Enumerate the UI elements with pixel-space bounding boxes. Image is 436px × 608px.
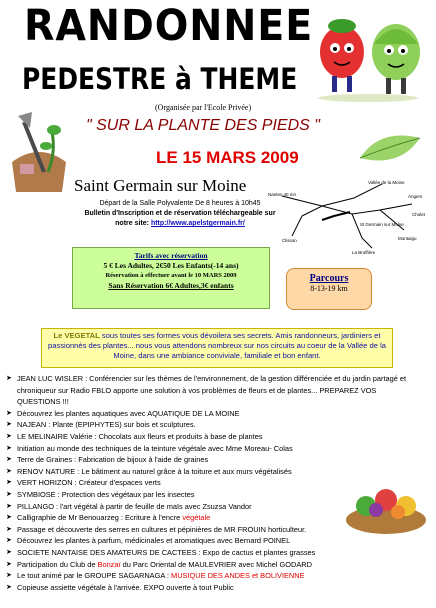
- activity-text: Découvrez les plantes à parfum, médicinales et aromatiques avec Bernard POINEL: [17, 536, 291, 546]
- activity-item: [3, 524, 403, 536]
- vegetal-lead: Le VEGETAL: [53, 331, 100, 340]
- gardening-tools-illustration: [4, 102, 74, 198]
- map-label: La Bruffière: [352, 250, 376, 255]
- tarifs-line: Réservation à effectuer avant le 10 MARS 2009: [105, 272, 237, 279]
- tarifs-heading: Tarifs avec réservation: [134, 251, 208, 260]
- arrow-bullet-icon: ➤: [6, 375, 12, 382]
- arrow-bullet-icon: ➤: [6, 502, 12, 510]
- activity-item: [3, 489, 403, 501]
- departure-text: Départ de la Salle Polyvalente De 8 heures à 10h45: [99, 200, 261, 207]
- activity-item: [3, 501, 403, 513]
- tarifs-box: [72, 247, 270, 309]
- activity-highlight: MUSIQUE DES ANDES et BOLIVIENNE: [171, 571, 305, 581]
- event-place: Saint Germain sur Moine: [74, 176, 247, 195]
- activity-text: Copieuse assiette végétale à l'arrivée. EXPO ouverte à tout Public: [17, 582, 234, 592]
- activity-highlight: végétale: [182, 513, 211, 523]
- activity-item: [3, 431, 403, 443]
- arrow-bullet-icon: ➤: [6, 432, 12, 440]
- activity-item: [3, 466, 403, 478]
- map-label: Montaigu: [398, 236, 417, 241]
- activities-list: [3, 373, 407, 593]
- arrow-bullet-icon: ➤: [6, 583, 12, 591]
- activity-text-after: du Parc Oriental de MAULEVRIER avec Michel GODARD: [120, 559, 312, 569]
- arrow-bullet-icon: ➤: [6, 548, 12, 556]
- arrow-bullet-icon: ➤: [6, 467, 12, 475]
- activity-text: Passage et découverte des serres en cultures et pépinières de MR FROUIN horticulteur.: [17, 524, 307, 534]
- activity-text: SOCIETE NANTAISE DES AMATEURS DE CACTEES : Expo de cactus et plantes grasses: [17, 547, 316, 557]
- arrow-bullet-icon: ➤: [6, 560, 12, 568]
- arrow-bullet-icon: ➤: [6, 572, 12, 580]
- tarifs-line: 5 € Les Adultes, 2€50 Les Enfants(-14 ans): [103, 261, 239, 270]
- map-label: St Germain sur Moine: [360, 222, 404, 227]
- activity-item: [3, 454, 403, 466]
- activity-text: NAJEAN : Plante (EPIPHYTES) sur bois et sculptures.: [17, 420, 196, 430]
- map-label: Clisson: [282, 238, 297, 243]
- map-label: Cholet: [412, 212, 426, 217]
- vegetal-text: sous toutes ses formes vous dévoilera ses secrets. Amis randonneurs, jardiniers et passionnés des plantes... nous vous attendons nombreux sur nos circuits au coeur de la Vallée de la Moine, dans une ambiance conviviale, familiale et bon enfant.: [48, 331, 386, 360]
- activity-text: Calligraphie de Mr Benouarzeg : Ecriture à l'encre: [17, 513, 183, 523]
- activity-text: VERT HORIZON : Créateur d'espaces verts: [17, 478, 161, 488]
- event-info: [80, 199, 280, 229]
- arrow-bullet-icon: ➤: [6, 456, 12, 464]
- activity-item: [3, 373, 415, 408]
- event-theme: " SUR LA PLANTE DES PIEDS ": [86, 117, 320, 134]
- vegetable-characters-illustration: [304, 4, 434, 104]
- map-label: Angers: [408, 194, 423, 199]
- parcours-box: [286, 268, 372, 310]
- activity-highlight: Bonzaï: [97, 559, 121, 569]
- activity-item: [3, 570, 403, 582]
- activity-text: PILLANGO : l'art végétal à partir de feuille de maïs avec Zsuzsa Vandor: [17, 501, 252, 511]
- location-map: [262, 176, 434, 262]
- activity-item: [3, 535, 403, 547]
- activity-item: [3, 559, 403, 571]
- event-date: LE 15 MARS 2009: [156, 148, 299, 167]
- activity-text: RENOV NATURE : Le bâtiment au naturel grâce à la toiture et aux murs végétalisés: [17, 466, 292, 476]
- activity-text: Découvrez les plantes aquatiques avec AQUATIQUE DE LA MOINE: [17, 408, 240, 418]
- map-label: Vallée de la Moine: [368, 180, 405, 185]
- arrow-bullet-icon: ➤: [6, 421, 12, 429]
- activity-text: Participation du Club de: [17, 559, 98, 569]
- bulletin-text: Bulletin d'Inscription et de réservation téléchargeable sur: [84, 210, 276, 217]
- leaf-decoration: [350, 128, 430, 172]
- activity-text: Terre de Graines : Fabrication de bijoux à l'aide de graines: [17, 455, 209, 465]
- activity-item: [3, 443, 403, 455]
- arrow-bullet-icon: ➤: [6, 479, 12, 487]
- activity-item: [3, 408, 403, 420]
- arrow-bullet-icon: ➤: [6, 514, 12, 522]
- activity-item: [3, 547, 403, 559]
- site-prefix: notre site:: [115, 220, 149, 227]
- parcours-heading: Parcours: [309, 273, 349, 284]
- activity-item: [3, 582, 403, 594]
- arrow-bullet-icon: ➤: [6, 525, 12, 533]
- activity-text: JEAN LUC WISLER : Conférencier sur les thèmes de l'environnement, de la gestion différenciée et du jardin partagé et chroniqueur sur Radio FBLO apporte une solution à vos problèmes de fleurs et de plantes... PREPAREZ VOS QUESTIONS !!!: [17, 374, 407, 407]
- organizer-note: (Organisée par l'Ecole Privée): [155, 103, 252, 112]
- website-link[interactable]: http://www.apelstgermain.fr/: [150, 220, 245, 227]
- title-randonnee: RANDONNEE: [24, 1, 314, 51]
- activity-item: [3, 512, 403, 524]
- title-pedestre-theme: PEDESTRE à THEME: [22, 62, 298, 96]
- activity-text: Initiation au monde des techniques de la teinture végétale avec Mme Moreau- Colas: [17, 443, 293, 453]
- activity-item: [3, 419, 403, 431]
- vegetal-box: [41, 328, 393, 368]
- activity-text: SYMBIOSE : Protection des végétaux par les insectes: [17, 489, 195, 499]
- arrow-bullet-icon: ➤: [6, 444, 12, 452]
- tarifs-line: Sans Réservation 6€ Adultes,3€ enfants: [108, 281, 234, 290]
- activity-item: [3, 477, 403, 489]
- parcours-value: 8-13-19 km: [310, 284, 348, 293]
- arrow-bullet-icon: ➤: [6, 490, 12, 498]
- activity-text: Le tout animé par le GROUPE SAGARNAGA :: [17, 571, 172, 581]
- arrow-bullet-icon: ➤: [6, 409, 12, 417]
- arrow-bullet-icon: ➤: [6, 537, 12, 545]
- map-label: Nantes 40 mn: [268, 192, 297, 197]
- activity-text: LE MELINAIRE Valérie : Chocolats aux fleurs et produits à base de plantes: [17, 431, 263, 441]
